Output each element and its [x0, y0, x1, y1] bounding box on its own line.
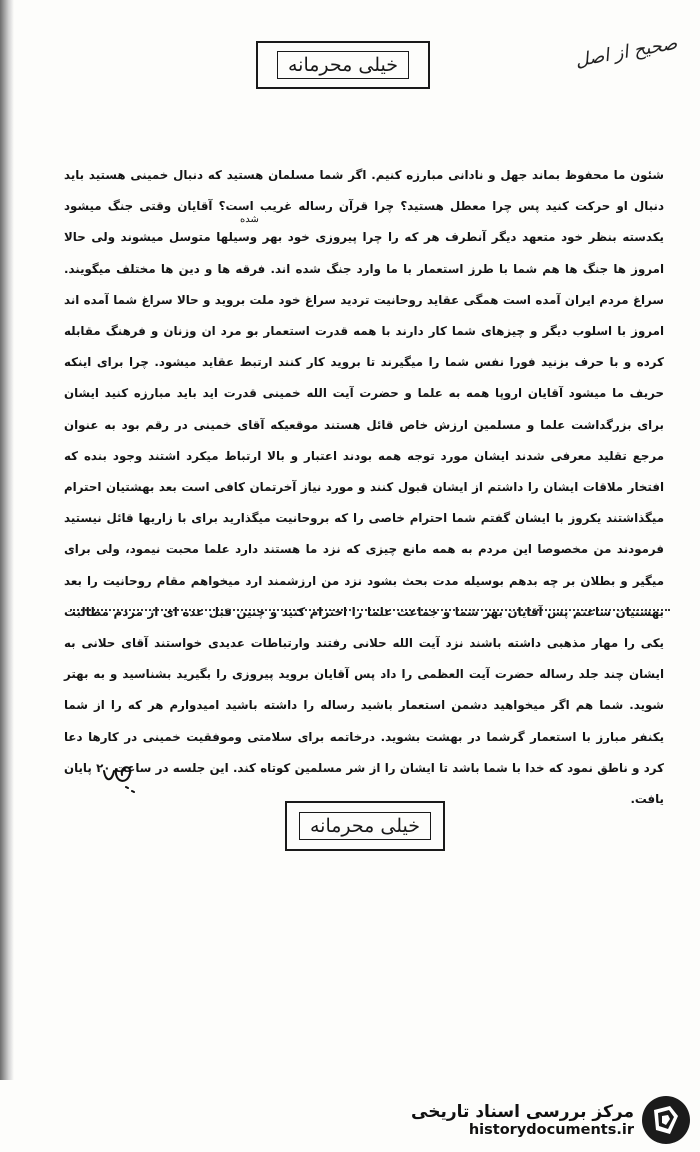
- watermark-text: [402, 1102, 640, 1138]
- signature-mark: [98, 757, 148, 797]
- confidential-stamp-top: [256, 41, 430, 89]
- archive-watermark: [402, 1092, 692, 1148]
- confidential-stamp-bottom: [285, 801, 445, 851]
- binding-shadow: [0, 0, 14, 1080]
- history-documents-logo-icon: [640, 1094, 692, 1146]
- interlinear-note: شده: [240, 214, 259, 225]
- handwritten-note: صحیح از اصل: [573, 32, 679, 72]
- watermark-url: historydocuments.ir: [468, 1122, 634, 1138]
- stamp-text: خیلی محرمانه: [299, 812, 431, 840]
- watermark-title: مرکز بررسی اسناد تاریخی: [411, 1102, 634, 1122]
- dotted-underline: [70, 609, 670, 611]
- stamp-text: خیلی محرمانه: [277, 51, 409, 79]
- report-body: شئون ما محفوظ بماند جهل و نادانی مبارزه کنیم. اگر شما مسلمان هستید که دنبال خمینی هستید باید دنبال او حرکت کنید پس چرا معطل هستید؟ چرا قرآن رساله غریب است؟ آقایان وقتی جنگ میشود یکدسته بنظر خود متعهد دیگر آنطرف هر که را چرا پیروزی خود بهر وسیلها متوسل میشوند ولی حالا امروز ها جنگ ها هم شما با طرز استعمار با ما وارد جنگ شده اند. فرقه ها و دین ها مختلف میگویند. سراغ مردم ایران آمده است همگی عقاید روحانیت ترديد سراغ خود ملت بروید و حالا سراغ شما آمده اند امروز با اسلوب دیگر و چیزهای شما کار دارند با همه قدرت استعمار بو مرد ان وزنان و فرهنگ مقابله کرده و با حرف بزنید فورا نفس شما را میگیرند تا بروید کار کنند ارتبط عقاید میشود. چرا برای اینکه حریف ما میشود آقایان اروپا همه به علما و حضرت آیت الله خمینی قدرت اید باید مبارزه کنید ایشان برای بزرگداشت علما و مسلمین ارزش خاص قائل هستند موقعیکه آقای خمینی در رقم بود به عنوان مرجع تقلید معرفی شدند ایشان مورد توجه همه بودند اعتبار و بالا ارتباط میکرد اشتند وجود بنده که افتخار ملاقات ایشان را داشتم از ایشان قبول کنند و مورد نیاز آخرتمان کافی است بعد بهشتیان احترام میگذاشتند یکروز با ایشان گفتم شما احترام خاصی را که بروحانیت میگذارید برای با زاریها قائل نیستید فرمودند من مخصوصا این مردم به همه مانع چیزی که نزد ما هستند دارد علما محبت نیمود، ولی برای میگیر و بطلان بر چه بدهم بوسیله مدت بحث بشود نزد من ارزشمند ارد میخواهم مقام روحانیت را بعد بهشتیان ساعتم پس آقایان بهر شما و جماعت علما را احترام کنید و چنین قبل عده ای از مردم مطالبت یکی را مهار مذهبی داشته باشند نزد آیت الله حلانی رفتند وارتباطات عدیدی خواستند آقای حلانی به ایشان چند جلد رساله حضرت آیت العظمی را داد پس آقایان بروید پیروزی را بگیرید بشناسید و به بهتر شوید. شما هم اگر میخواهید دشمن استعمار باشید رساله را داشته باشید امیدوارم هر که را از شما یکنفر مبارز با استعمار گرشما در بهشت بشوید. درخاتمه برای سلامتی وموفقیت خمینی در کارها دعا کرد و ناطق نمود که خدا با شما باشد تا ایشان را از شر مسلمین کوتاه کند. این جلسه در ساعت ۲۰ پایان یافت.: [64, 168, 664, 807]
